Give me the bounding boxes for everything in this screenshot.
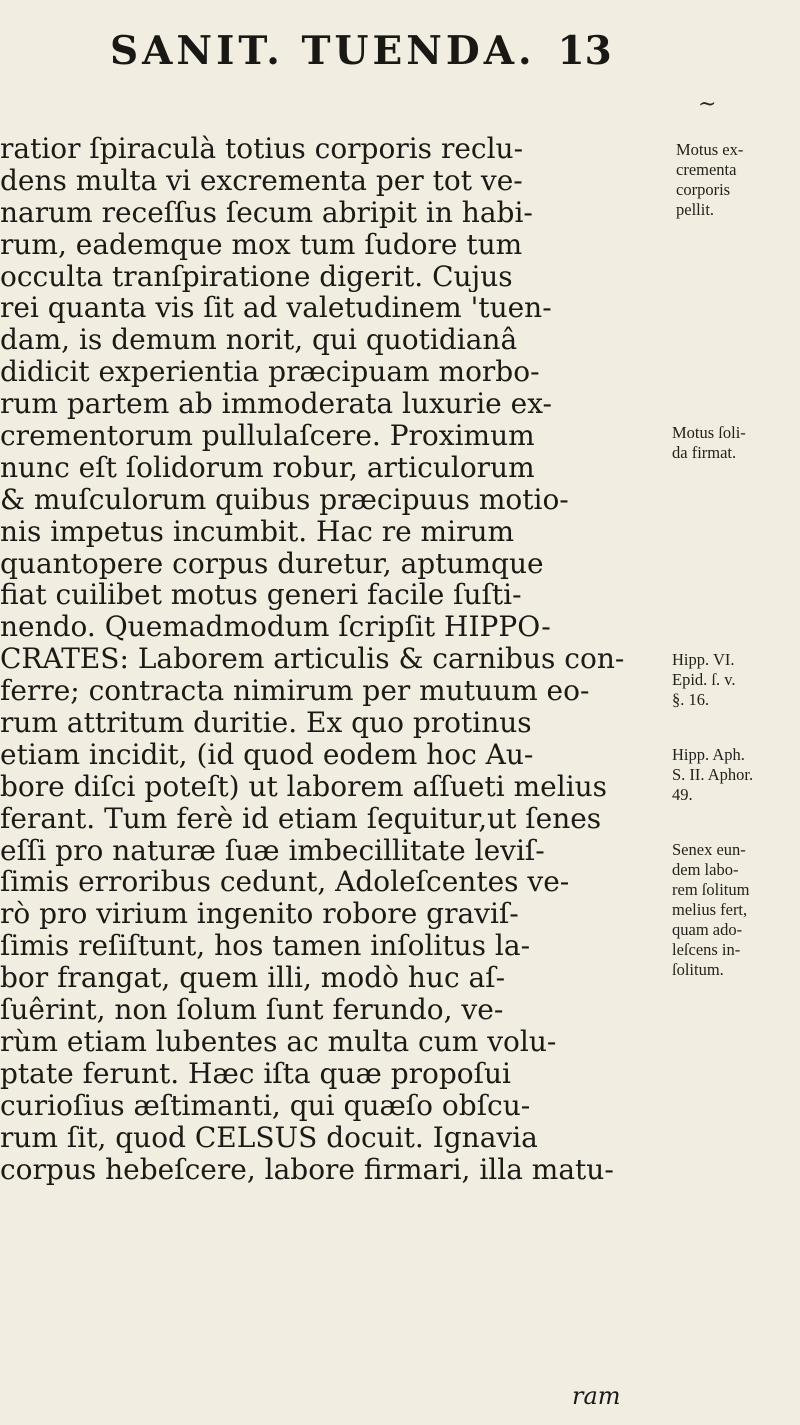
text-line: nunc eſt ſolidorum robur, articulorum [0,451,535,484]
text-line: curioſius æſtimanti, qui quæſo obſcu- [0,1089,531,1122]
text-line: fiat cuilibet motus generi facile ſuſti- [0,579,522,612]
text-line: ptate ferunt. Hæc iſta quæ propoſui [0,1057,511,1090]
margin-note-line: Hipp. Aph. [672,745,745,764]
text-line: rò pro virium ingenito robore graviſ- [0,898,519,931]
margin-note-line: Hipp. VI. [672,650,735,669]
text-line: ferant. Tum ferè id etiam ſequitur,ut ſenes [0,802,602,835]
text-line: bore diſci poteſt) ut laborem aſſueti melius [0,770,608,803]
text-line: rei quanta vis ſit ad valetudinem 'tuen- [0,292,552,325]
text-line: didicit experientia præcipuam morbo- [0,356,540,389]
main-text-block [0,133,668,1185]
text-line: nendo. Quemadmodum ſcripſit HIPPO- [0,611,551,644]
margin-note-line: Epid. ſ. v. [672,670,736,689]
text-line: corpus hebeſcere, labore firmari, illa matu- [0,1153,614,1186]
running-header [110,28,612,74]
text-line: CRATES: Laborem articulis & carnibus con- [0,643,625,676]
margin-note-line: §. 16. [672,690,710,709]
page-number: 13 [557,28,612,74]
text-line: crementorum pullulaſcere. Proximum [0,420,535,452]
running-title: SANIT. TUENDA. [110,28,536,74]
text-line: dam, is demum norit, qui quotidianâ [0,324,518,357]
text-line: dens multa vi excrementa per tot ve- [0,164,523,197]
text-line: ſimis erroribus cedunt, Adoleſcentes ve- [0,866,570,899]
text-line: rum partem ab immoderata luxurie ex- [0,388,552,421]
text-line: rùm etiam lubentes ac multa cum volu- [0,1025,557,1058]
margin-note-hipp-aph [672,745,753,805]
text-line: ferre; contracta nimirum per mutuum eo- [0,675,590,708]
margin-note-line: da firmat. [672,443,737,462]
text-line: ſimis reſiſtunt, hos tamen inſolitus la- [0,930,531,963]
margin-note-line: quam ado- [672,920,743,939]
text-line: quantopere corpus duretur, aptumque [0,547,544,580]
text-line: rum attritum duritie. Ex quo protinus [0,707,532,739]
margin-note-line: rem ſolitum [672,880,750,899]
margin-note-line: leſcens in- [672,940,741,959]
margin-note-line: pellit. [676,200,715,219]
margin-note-line: Motus ſoli- [672,423,746,442]
margin-note-line: melius fert, [672,900,748,919]
text-line: occulta tranſpiratione digerit. Cujus [0,260,513,293]
text-line: rum ſit, quod CELSUS docuit. Ignavia [0,1121,538,1154]
text-line: bor frangat, quem illi, modò huc aſ- [0,962,506,995]
margin-note-motus-solida [672,423,746,463]
margin-note-line: 49. [672,785,693,804]
margin-note-line: S. II. Aphor. [672,765,754,784]
text-line: ratior ſpiraculà totius corporis reclu- [0,133,524,165]
margin-note-line: Motus ex- [676,140,744,159]
text-line: eſſi pro naturæ ſuæ imbecillitate leviſ- [0,834,545,867]
text-line: narum receſſus ſecum abripit in habi- [0,196,533,229]
margin-note-motus-excrementa [676,140,743,220]
catchword: ram [572,1382,621,1410]
margin-note-hipp-epid [672,650,736,710]
margin-note-senex [672,840,749,980]
text-line: nis impetus incumbit. Hac re mirum [0,515,515,548]
text-line: ſuêrint, non ſolum ſunt ferundo, ve- [0,994,504,1026]
margin-note-line: corporis [676,180,731,199]
margin-note-line: ſolitum. [672,960,724,979]
text-line: & muſculorum quibus præcipuus motio- [0,483,569,516]
stray-mark: ~ [698,92,717,117]
margin-note-line: dem labo- [672,860,739,879]
text-line: rum, eademque mox tum ſudore tum [0,228,523,261]
margin-note-line: Senex eun- [672,840,746,859]
margin-note-line: crementa [676,160,737,179]
text-line: etiam incidit, (id quod eodem hoc Au- [0,738,534,771]
